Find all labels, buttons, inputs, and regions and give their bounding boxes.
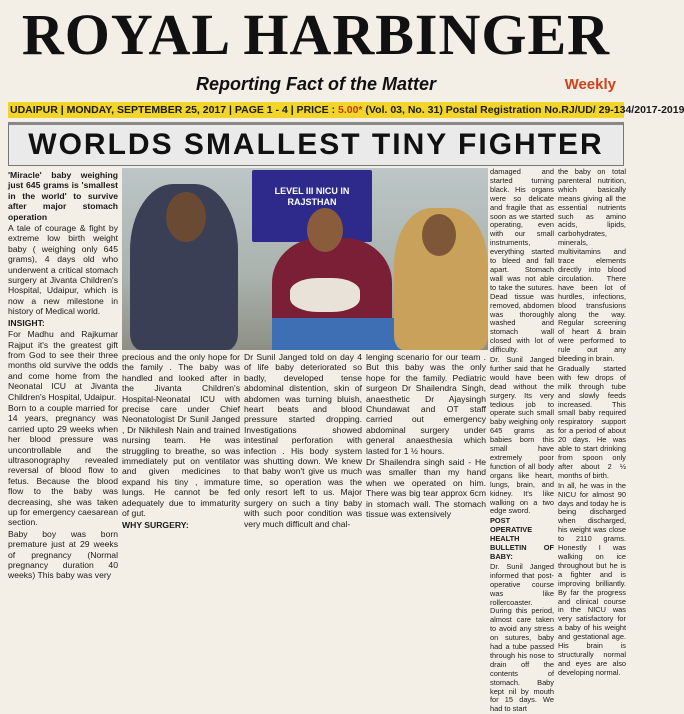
paragraph: A tale of courage & fight by extreme low birth weight baby ( weighing only 645 grams), 4 days old who underwent a critical stomach surgery at Jivanta Children's Hospital, Udaipur, which is now a new milestone in history of Medical world. — [8, 223, 118, 317]
newspaper-title: ROYAL HARBINGER — [21, 2, 611, 67]
subheading: POST OPERATIVE HEALTH BULLETIN OF BABY: — [490, 516, 554, 561]
headline: WORLDS SMALLEST TINY FIGHTER — [28, 128, 604, 161]
paragraph: Baby boy was born premature just at 29 weeks of pregnancy (Normal pregnancy duration 40 weeks) This baby was very — [8, 528, 118, 581]
paragraph: Gradually started with few drops of milk through tube and slowly feeds increased. This small baby required respiratory support for a period of about 20 days. He was able to start drinking from spoon only after about 2 ½ months of birth. — [558, 363, 626, 480]
price-value: 5.00* — [337, 104, 363, 116]
article-photo — [122, 168, 488, 350]
article-column-3 — [244, 352, 362, 529]
photo-blue-cloth — [272, 318, 412, 350]
dateline-suffix: (Vol. 03, No. 31) Postal Registration No.RJ/UD/ 29-134/2017-2019 — [362, 104, 684, 116]
tagline-row — [0, 70, 632, 102]
banner-text: LEVEL III NICU IN RAJSTHAN — [274, 186, 350, 207]
headline-box — [8, 122, 624, 166]
subheading: WHY SURGERY: — [122, 519, 189, 530]
paragraph: lenging scenario for our team . But this baby was the only hope for the family. Pediatric surgeon Dr Shailendra Singh, anaesthetic Dr Ajaysingh Chundawat and OT staff carried out emergency abdominal surgery under general anaesthesia which lasted for 1 ½ hours. — [366, 352, 486, 456]
paragraph: In all, he was in the NICU for almost 90 days and today he is being discharged when discharged, his weight was close to 2110 grams. Honestly I was walking on ice throughout but he is a fighter and is improving brilliantly. By far the progress and clinical course in the NICU was very satisfactory for a baby of his weight and gestational age. His brain is structurally normal and eyes are also developing normal. — [558, 480, 626, 677]
dateline-bar — [8, 102, 684, 118]
paragraph: Dr Shailendra singh said - He was smaller than my hand when we operated on him. There was big tear approx 6cm in stomach wall. The stomach tissue was extensively — [366, 457, 486, 520]
photo-mother-head — [307, 208, 343, 252]
paragraph: precious and the only hope for the family . The baby was handled and looked after in the Jivanta Children's Hospital-Neonatal ICU with precise care under Chief Neonatologist Dr Sunil Janged , Dr Nikhilesh Nain and trained nursing team. He was struggling to breathe, so was immediately put on ventilator and given medicines to expand his tiny , immature lungs. He cannot be fed adequately due to immaturity of gut. — [122, 352, 240, 519]
paragraph: damaged and started turning black. His organs were so delicate and fragile that as soon as we started operating, even with our small instruments, everything started to bleed and fall apart. Stomach wall was not able to take the sutures. Dead tissue was removed, abdomen was thoroughly washed and stomach wall closed with lot of difficulty. — [490, 167, 554, 355]
edition-label: Weekly — [564, 76, 616, 93]
subheading: INSIGHT: — [8, 317, 45, 328]
article-column-4 — [366, 352, 486, 520]
paragraph: Dr. Sunil Janged further said that he would have been dead without the surgery. Its very tedious job to operate such small baby weighing only 645 grams as babies born this small have extremely poor function of all body organs like heart, lungs, brain, and kidney. It's like walking on a two edge sword. — [490, 355, 554, 516]
article-column-1 — [8, 170, 118, 581]
paragraph: Born to a couple married for 14 years, pregnancy was carried upto 29 weeks when her blood pressure was uncontrollable and the ultrasonography revealed reversal of blood flow to fetus. Because the blood flow to the baby was decreasing, she was taken up for emergency caesarean section. — [8, 402, 118, 528]
masthead — [0, 0, 632, 70]
paragraph: Dr Sunil Janged told on day 4 of life baby deteriorated so badly, developed tense abdominal distention, skin of abdomen was turning bluish, heart beats and blood pressure started dropping. Investigations showed intestinal perforation with infection . His body system was shutting down. We knew that baby won't give us much time, so operation was the only resort left to us. Major surgery on such a tiny baby with such poor condition was very much difficult and chal- — [244, 352, 362, 529]
tagline: Reporting Fact of the Matter — [195, 74, 436, 94]
paragraph: the baby on total parenteral nutrition, which basically means giving all the essential nutrients such as amino acids, lipids, carbohydrates, minerals, multivitamins and trace elements directly into blood circulation. There have been lot of hurdles, infections, blood transfusions along the way. Regular screening of heart & brain were performed to rule out any bleeding in brain. — [558, 167, 626, 364]
paragraph: Dr. Sunil Janged informed that post-operative course was like rollercoaster. During this period, almost care taken to avoid any stress on sutures, baby had a tube passed through his nose to drain off the contents of stomach. Baby kept nil by mouth for 15 days. We had to start — [490, 561, 554, 714]
photo-baby — [290, 278, 360, 312]
article-column-6 — [558, 167, 626, 677]
photo-elder-head — [422, 214, 456, 256]
paragraph: For Madhu and Rajkumar Rajput it's the greatest gift from God to see their three months old survive the odds and come home from the Neonatal ICU at Jivanta Children's Hospital, Udaipur. — [8, 329, 118, 402]
photo-man-head — [166, 192, 206, 242]
dateline-prefix: UDAIPUR | MONDAY, SEPTEMBER 25, 2017 | PAGE 1 - 4 | PRICE : — [10, 104, 338, 116]
article-column-5 — [490, 167, 554, 714]
subheading: 'Miracle' baby weighing just 645 grams is 'smallest in the world' to survive after major stomach operation — [8, 170, 118, 222]
article-column-2 — [122, 352, 240, 530]
